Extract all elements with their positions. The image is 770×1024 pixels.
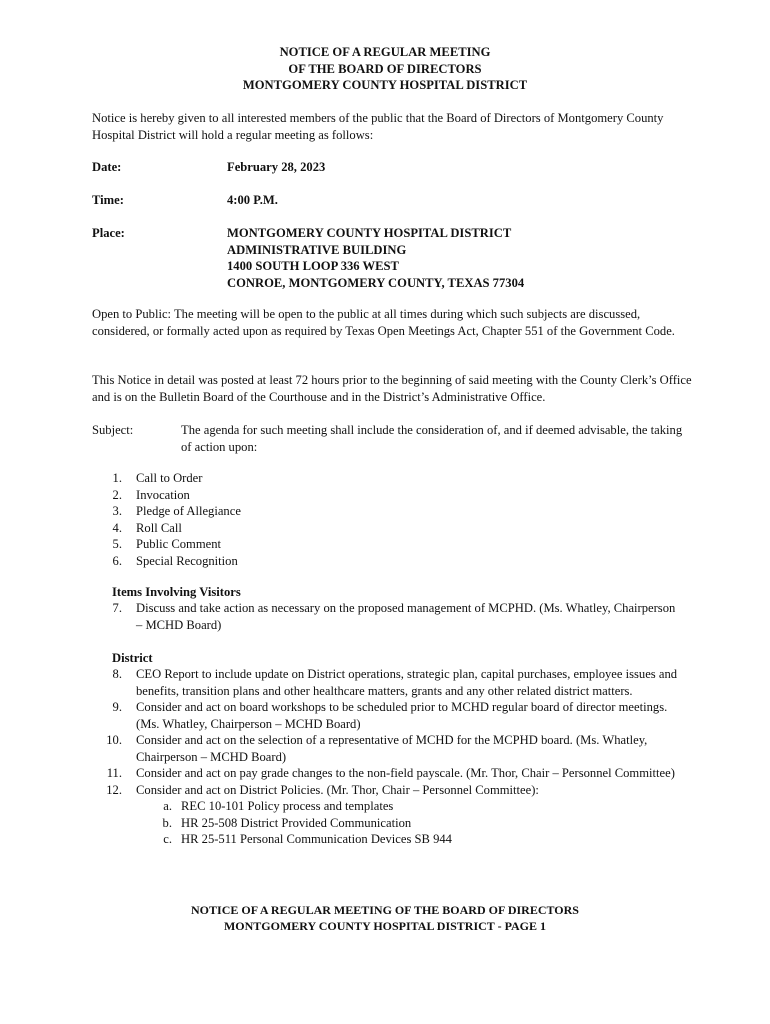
time-row [92, 192, 692, 209]
footer-line-2: MONTGOMERY COUNTY HOSPITAL DISTRICT - PAGE 1 [223, 919, 547, 933]
item-number: 8. [112, 667, 122, 681]
item-number: 12. [106, 782, 122, 797]
list-item [92, 553, 682, 570]
sub-list-item [92, 815, 682, 832]
list-item [92, 520, 682, 537]
subject-text: The agenda for such meeting shall include the consideration of, and if deemed advisable, the taking of action upon: [181, 423, 683, 454]
item-number: 9. [112, 700, 122, 714]
time-label: Time: [92, 193, 124, 207]
sub-list-item [92, 798, 682, 815]
place-line: ADMINISTRATIVE BUILDING [227, 242, 407, 257]
item-number: 5. [112, 537, 122, 551]
list-item [92, 782, 682, 799]
list-item [92, 503, 682, 520]
list-item [92, 699, 682, 732]
footer-line-1: NOTICE OF A REGULAR MEETING OF THE BOARD OF DIRECTORS [191, 903, 579, 917]
item-number: 1. [112, 471, 122, 485]
list-item [92, 487, 682, 504]
agenda-opening-list [92, 470, 682, 569]
item-text: Consider and act on District Policies. (Mr. Thor, Chair – Personnel Committee): [136, 782, 539, 797]
title-line-1: NOTICE OF A REGULAR MEETING [279, 45, 491, 59]
date-row [92, 159, 692, 176]
page-footer [0, 902, 770, 934]
sub-list-item [92, 831, 682, 848]
time-value: 4:00 P.M. [227, 193, 278, 207]
title-line-3: MONTGOMERY COUNTY HOSPITAL DISTRICT [242, 78, 528, 92]
item-text: Invocation [136, 487, 190, 502]
item-letter: c. [163, 832, 172, 846]
visitors-heading: Items Involving Visitors [112, 585, 241, 599]
list-item [92, 732, 682, 765]
item-text: HR 25-508 District Provided Communication [181, 815, 412, 830]
item-text: Pledge of Allegiance [136, 504, 241, 518]
place-line: CONROE, MONTGOMERY COUNTY, TEXAS 77304 [227, 275, 525, 290]
place-label: Place: [92, 226, 125, 240]
item-letter: b. [162, 815, 172, 830]
item-number: 7. [112, 601, 122, 615]
item-number: 11. [106, 766, 122, 780]
item-text: Public Comment [136, 537, 222, 551]
item-text: Consider and act on board workshops to be scheduled prior to MCHD regular board of director meetings. (Ms. Whatley, Chairperson – MCHD Board) [136, 700, 668, 731]
item-number: 3. [112, 504, 122, 518]
visitors-list [92, 600, 682, 633]
list-item [92, 765, 682, 782]
date-value: February 28, 2023 [227, 160, 326, 174]
item-text: Discuss and take action as necessary on the proposed management of MCPHD. (Ms. Whatley, Chairperson – MCHD Board) [136, 601, 676, 632]
item-text: Special Recognition [136, 553, 238, 568]
item-text: CEO Report to include update on District operations, strategic plan, capital purchases, employee issues and benefits, transition plans and other healthcare matters, grants and any other related district matters. [136, 667, 678, 698]
item-text: Consider and act on the selection of a representative of MCHD for the MCPHD board. (Ms. Whatley, Chairperson – MCHD Board) [136, 733, 648, 764]
date-label: Date: [92, 160, 122, 174]
document-title [0, 44, 770, 94]
item-letter: a. [163, 799, 172, 813]
list-item [92, 536, 682, 553]
list-item [92, 470, 682, 487]
item-text: Call to Order [136, 471, 203, 485]
item-text: Consider and act on pay grade changes to the non-field payscale. (Mr. Thor, Chair – Personnel Committee) [136, 766, 675, 780]
list-item [92, 666, 682, 699]
item-text: REC 10-101 Policy process and templates [181, 799, 394, 813]
item-text: HR 25-511 Personal Communication Devices SB 944 [181, 832, 452, 846]
subject-label: Subject: [92, 423, 134, 437]
item-text: Roll Call [136, 520, 182, 535]
district-heading: District [112, 651, 153, 665]
item-number: 6. [112, 553, 122, 568]
item-number: 4. [112, 520, 122, 535]
place-address [227, 225, 524, 291]
posting-notice-paragraph: This Notice in detail was posted at least 72 hours prior to the beginning of said meeting with the County Clerk’s Office and is on the Bulletin Board of the Courthouse and in the District’s Administrative Office. [92, 373, 692, 404]
title-line-2: OF THE BOARD OF DIRECTORS [288, 61, 482, 76]
open-to-public-paragraph: Open to Public: The meeting will be open to the public at all times during which such subjects are discussed, considered, or formally acted upon as required by Texas Open Meetings Act, Chapter 551 of the Government Code. [92, 307, 675, 338]
intro-paragraph: Notice is hereby given to all interested members of the public that the Board of Directors of Montgomery County Hospital District will hold a regular meeting as follows: [92, 111, 664, 142]
list-item [92, 600, 682, 633]
item-number: 10. [106, 733, 122, 747]
item-number: 2. [112, 487, 122, 502]
district-list [92, 666, 682, 848]
place-line: 1400 SOUTH LOOP 336 WEST [227, 259, 399, 273]
place-line: MONTGOMERY COUNTY HOSPITAL DISTRICT [227, 226, 512, 240]
